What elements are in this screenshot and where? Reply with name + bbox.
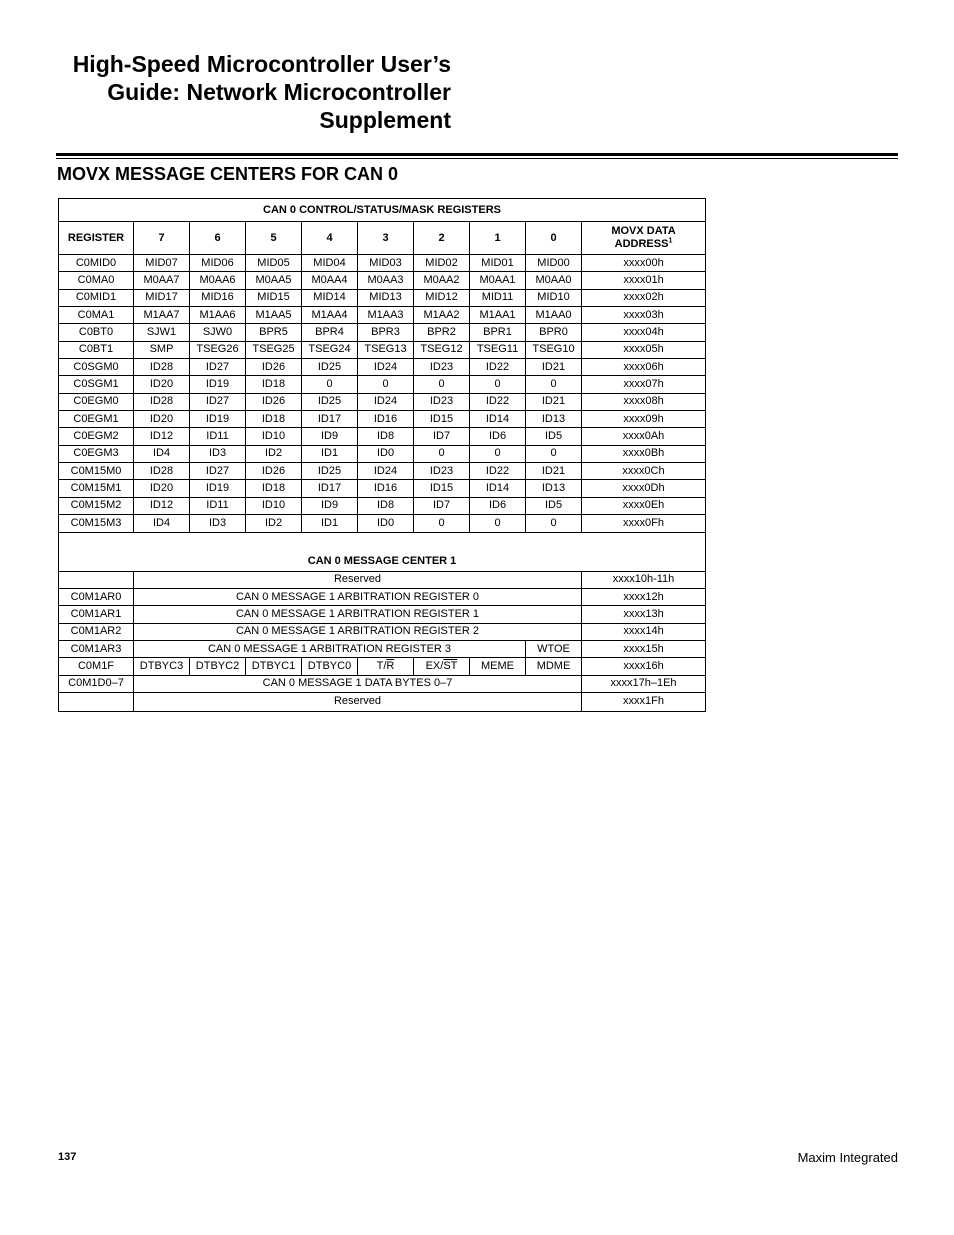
bit-cell: MID16 (190, 289, 246, 306)
page-number: 137 (58, 1151, 77, 1163)
header-rule-thick (56, 153, 898, 156)
bit-cell: ID17 (302, 480, 358, 497)
movx-address: xxxx07h (582, 376, 706, 393)
m1f-bit3-overline: $\overline{R}$ (386, 659, 395, 672)
bit-cell: ID28 (134, 393, 190, 410)
table-row (59, 376, 706, 393)
bit-cell: MID02 (414, 255, 470, 272)
header-bit-0: 0 (526, 222, 582, 255)
data-register: C0M1D0–7 (59, 675, 134, 692)
bit-cell: ID9 (302, 428, 358, 445)
table-row (59, 307, 706, 324)
bit-cell: BPR5 (246, 324, 302, 341)
bit-cell: MID06 (190, 255, 246, 272)
bit-cell: ID9 (302, 497, 358, 514)
reserved2-register (59, 692, 134, 711)
bit-cell: TSEG11 (470, 341, 526, 358)
bit-cell: ID5 (526, 428, 582, 445)
movx-address: xxxx08h (582, 393, 706, 410)
bit-cell: MID14 (302, 289, 358, 306)
bit-cell: ID26 (246, 359, 302, 376)
table-row (59, 359, 706, 376)
table-row (59, 393, 706, 410)
bit-cell: ID16 (358, 480, 414, 497)
register-name: C0EGM2 (59, 428, 134, 445)
bit-cell: MID00 (526, 255, 582, 272)
bit-cell: ID3 (190, 515, 246, 532)
table-row (59, 497, 706, 514)
header-register: REGISTER (59, 222, 134, 255)
table-row (59, 606, 706, 623)
message-center-section (59, 532, 706, 711)
bit-cell: TSEG13 (358, 341, 414, 358)
section-title: MOVX MESSAGE CENTERS FOR CAN 0 (57, 164, 399, 184)
data-address: xxxx17h–1Eh (582, 675, 706, 692)
bit-cell: ID26 (246, 463, 302, 480)
bit-cell: ID27 (190, 463, 246, 480)
bit-cell: MID04 (302, 255, 358, 272)
bit-cell: MID12 (414, 289, 470, 306)
m1f-address: xxxx16h (582, 658, 706, 675)
reserved2-description: Reserved (134, 692, 582, 711)
bit-cell: TSEG10 (526, 341, 582, 358)
bit-cell: M1AA0 (526, 307, 582, 324)
bit-cell: M1AA7 (134, 307, 190, 324)
header-bit-4: 4 (302, 222, 358, 255)
bit-cell: M0AA5 (246, 272, 302, 289)
bit-cell: ID8 (358, 428, 414, 445)
movx-address: xxxx0Ah (582, 428, 706, 445)
bit-cell: ID15 (414, 411, 470, 428)
bit-cell: ID25 (302, 393, 358, 410)
m1f-bit3 (358, 658, 414, 675)
bit-cell: ID20 (134, 376, 190, 393)
table-row (59, 255, 706, 272)
bit-cell: ID1 (302, 445, 358, 462)
bit-cell: 0 (470, 376, 526, 393)
bit-cell: ID23 (414, 393, 470, 410)
bit-cell: MID10 (526, 289, 582, 306)
bit-cell: M1AA6 (190, 307, 246, 324)
bit-cell: ID22 (470, 463, 526, 480)
reserved1-register (59, 571, 134, 588)
bit-cell: ID14 (470, 480, 526, 497)
bit-cell: ID24 (358, 393, 414, 410)
bit-cell: ID7 (414, 497, 470, 514)
bit-cell: ID12 (134, 497, 190, 514)
bit-cell: BPR0 (526, 324, 582, 341)
movx-address: xxxx00h (582, 255, 706, 272)
m1f-register: C0M1F (59, 658, 134, 675)
table-caption-row (59, 199, 706, 222)
table-row (59, 480, 706, 497)
bit-cell: 0 (414, 445, 470, 462)
company-name: Maxim Integrated (797, 1150, 898, 1165)
bit-cell: MID07 (134, 255, 190, 272)
bit-cell: 0 (414, 376, 470, 393)
bit-cell: ID10 (246, 428, 302, 445)
bit-cell: M0AA3 (358, 272, 414, 289)
register-name: C0M15M3 (59, 515, 134, 532)
bit-cell: TSEG12 (414, 341, 470, 358)
bit-cell: BPR2 (414, 324, 470, 341)
ar0-description: CAN 0 MESSAGE 1 ARBITRATION REGISTER 0 (134, 588, 582, 605)
m1f-bit2-prefix: EX/ (425, 659, 444, 672)
bit-cell: 0 (526, 376, 582, 393)
register-name: C0MA0 (59, 272, 134, 289)
bit-cell: ID8 (358, 497, 414, 514)
bit-cell: ID19 (190, 376, 246, 393)
bit-cell: MID03 (358, 255, 414, 272)
bit-cell: ID20 (134, 480, 190, 497)
ar3-bit0: WTOE (526, 640, 582, 657)
table-row (59, 692, 706, 711)
bit-cell: ID4 (134, 515, 190, 532)
bit-cell: BPR3 (358, 324, 414, 341)
control-status-mask-section (59, 199, 706, 533)
bit-cell: 0 (302, 376, 358, 393)
bit-cell: SJW1 (134, 324, 190, 341)
bit-cell: M0AA6 (190, 272, 246, 289)
title-line-1: High-Speed Microcontroller User’s (72, 51, 451, 77)
bit-cell: ID6 (470, 497, 526, 514)
m1f-bit3-prefix: T/ (376, 659, 387, 672)
bit-cell: ID13 (526, 411, 582, 428)
bit-cell: MID17 (134, 289, 190, 306)
ar3-register: C0M1AR3 (59, 640, 134, 657)
register-name: C0EGM3 (59, 445, 134, 462)
bit-cell: ID2 (246, 445, 302, 462)
bit-cell: ID21 (526, 463, 582, 480)
bit-cell: ID22 (470, 393, 526, 410)
bit-cell: ID7 (414, 428, 470, 445)
bit-cell: M1AA4 (302, 307, 358, 324)
bit-cell: TSEG25 (246, 341, 302, 358)
bit-cell: ID5 (526, 497, 582, 514)
movx-address: xxxx03h (582, 307, 706, 324)
movx-address: xxxx0Ch (582, 463, 706, 480)
table-row (59, 623, 706, 640)
register-name: C0M15M0 (59, 463, 134, 480)
ar1-description: CAN 0 MESSAGE 1 ARBITRATION REGISTER 1 (134, 606, 582, 623)
bit-cell: ID25 (302, 463, 358, 480)
table-row (59, 289, 706, 306)
bit-cell: M1AA1 (470, 307, 526, 324)
bit-cell: 0 (358, 376, 414, 393)
data-description: CAN 0 MESSAGE 1 DATA BYTES 0–7 (134, 675, 582, 692)
bit-cell: M0AA7 (134, 272, 190, 289)
table-row (59, 658, 706, 675)
bit-cell: M1AA5 (246, 307, 302, 324)
bit-cell: ID6 (470, 428, 526, 445)
bit-cell: 0 (526, 515, 582, 532)
bit-cell: TSEG24 (302, 341, 358, 358)
m1f-bit1: MEME (470, 658, 526, 675)
bit-cell: ID13 (526, 480, 582, 497)
bit-cell: SJW0 (190, 324, 246, 341)
bit-cell: ID14 (470, 411, 526, 428)
movx-address: xxxx0Bh (582, 445, 706, 462)
register-name: C0MID0 (59, 255, 134, 272)
header-movx-address (582, 222, 706, 255)
table-row (59, 272, 706, 289)
bit-cell: ID19 (190, 411, 246, 428)
bit-cell: MID15 (246, 289, 302, 306)
movx-address-label: MOVX DATA ADDRESS (611, 225, 676, 250)
bit-cell: M0AA2 (414, 272, 470, 289)
ar2-description: CAN 0 MESSAGE 1 ARBITRATION REGISTER 2 (134, 623, 582, 640)
bit-cell: ID12 (134, 428, 190, 445)
ar3-description: CAN 0 MESSAGE 1 ARBITRATION REGISTER 3 (134, 640, 526, 657)
bit-cell: ID3 (190, 445, 246, 462)
bit-cell: ID24 (358, 463, 414, 480)
bit-cell: ID26 (246, 393, 302, 410)
header-bit-5: 5 (246, 222, 302, 255)
movx-address: xxxx09h (582, 411, 706, 428)
table-row (59, 341, 706, 358)
bit-cell: ID11 (190, 428, 246, 445)
bit-cell: ID2 (246, 515, 302, 532)
ar1-register: C0M1AR1 (59, 606, 134, 623)
reserved2-address: xxxx1Fh (582, 692, 706, 711)
header-bit-3: 3 (358, 222, 414, 255)
bit-cell: ID1 (302, 515, 358, 532)
ar2-register: C0M1AR2 (59, 623, 134, 640)
bit-cell: ID11 (190, 497, 246, 514)
bit-cell: ID22 (470, 359, 526, 376)
table1-caption: CAN 0 CONTROL/STATUS/MASK REGISTERS (59, 199, 706, 222)
bit-cell: ID25 (302, 359, 358, 376)
table-row (59, 515, 706, 532)
register-name: C0SGM0 (59, 359, 134, 376)
register-name: C0MA1 (59, 307, 134, 324)
footnote-marker: 1 (668, 237, 673, 245)
bit-cell: ID28 (134, 463, 190, 480)
movx-address: xxxx05h (582, 341, 706, 358)
bit-cell: ID19 (190, 480, 246, 497)
bit-cell: BPR1 (470, 324, 526, 341)
bit-cell: M0AA4 (302, 272, 358, 289)
title-line-3: Supplement (319, 107, 451, 133)
register-name: C0EGM1 (59, 411, 134, 428)
m1f-bit0: MDME (526, 658, 582, 675)
table-row (59, 445, 706, 462)
header-bit-1: 1 (470, 222, 526, 255)
m1f-bit5: DTBYC1 (246, 658, 302, 675)
table2-caption: CAN 0 MESSAGE CENTER 1 (59, 532, 706, 571)
bit-cell: ID24 (358, 359, 414, 376)
register-name: C0EGM0 (59, 393, 134, 410)
table-row (59, 588, 706, 605)
bit-cell: SMP (134, 341, 190, 358)
movx-address: xxxx0Dh (582, 480, 706, 497)
bit-cell: M1AA3 (358, 307, 414, 324)
ar0-address: xxxx12h (582, 588, 706, 605)
bit-cell: MID11 (470, 289, 526, 306)
m1f-bit4: DTBYC0 (302, 658, 358, 675)
document-title (40, 50, 451, 134)
register-table (58, 198, 706, 712)
bit-cell: ID21 (526, 393, 582, 410)
bit-cell: ID0 (358, 445, 414, 462)
table-row (59, 463, 706, 480)
ar0-register: C0M1AR0 (59, 588, 134, 605)
bit-cell: BPR4 (302, 324, 358, 341)
bit-cell: 0 (470, 515, 526, 532)
ar2-address: xxxx14h (582, 623, 706, 640)
bit-cell: ID18 (246, 376, 302, 393)
header-bit-7: 7 (134, 222, 190, 255)
m1f-bit7: DTBYC3 (134, 658, 190, 675)
bit-cell: 0 (414, 515, 470, 532)
bit-cell: ID16 (358, 411, 414, 428)
table-row (59, 428, 706, 445)
bit-cell: M0AA1 (470, 272, 526, 289)
bit-cell: ID18 (246, 480, 302, 497)
bit-cell: ID20 (134, 411, 190, 428)
m1f-bit2 (414, 658, 470, 675)
table-row (59, 675, 706, 692)
bit-cell: ID28 (134, 359, 190, 376)
register-name: C0BT1 (59, 341, 134, 358)
reserved1-description: Reserved (134, 571, 582, 588)
movx-address: xxxx02h (582, 289, 706, 306)
bit-cell: ID23 (414, 359, 470, 376)
bit-cell: ID18 (246, 411, 302, 428)
movx-address: xxxx01h (582, 272, 706, 289)
bit-cell: ID27 (190, 393, 246, 410)
m1f-bit2-overline: $\overline{ST}$ (443, 659, 458, 672)
header-bit-6: 6 (190, 222, 246, 255)
bit-cell: MID01 (470, 255, 526, 272)
register-name: C0M15M1 (59, 480, 134, 497)
movx-address: xxxx06h (582, 359, 706, 376)
register-name: C0M15M2 (59, 497, 134, 514)
bit-cell: ID27 (190, 359, 246, 376)
bit-cell: ID0 (358, 515, 414, 532)
table-row (59, 324, 706, 341)
bit-cell: M0AA0 (526, 272, 582, 289)
table-row (59, 571, 706, 588)
register-name: C0SGM1 (59, 376, 134, 393)
table-row (59, 411, 706, 428)
reserved1-address: xxxx10h-11h (582, 571, 706, 588)
table-row (59, 640, 706, 657)
bit-cell: 0 (526, 445, 582, 462)
bit-cell: ID4 (134, 445, 190, 462)
bit-cell: ID17 (302, 411, 358, 428)
bit-cell: MID13 (358, 289, 414, 306)
movx-address: xxxx0Fh (582, 515, 706, 532)
bit-cell: MID05 (246, 255, 302, 272)
bit-cell: ID23 (414, 463, 470, 480)
header-bit-2: 2 (414, 222, 470, 255)
header-rule-thin (56, 158, 898, 159)
register-name: C0BT0 (59, 324, 134, 341)
bit-cell: ID10 (246, 497, 302, 514)
ar1-address: xxxx13h (582, 606, 706, 623)
title-line-2: Guide: Network Microcontroller (107, 79, 451, 105)
bit-cell: TSEG26 (190, 341, 246, 358)
table2-caption-row (59, 532, 706, 571)
movx-address: xxxx04h (582, 324, 706, 341)
bit-cell: ID21 (526, 359, 582, 376)
ar3-address: xxxx15h (582, 640, 706, 657)
movx-address: xxxx0Eh (582, 497, 706, 514)
bit-cell: ID15 (414, 480, 470, 497)
bit-cell: 0 (470, 445, 526, 462)
m1f-bit6: DTBYC2 (190, 658, 246, 675)
register-name: C0MID1 (59, 289, 134, 306)
column-header-row (59, 222, 706, 255)
bit-cell: M1AA2 (414, 307, 470, 324)
